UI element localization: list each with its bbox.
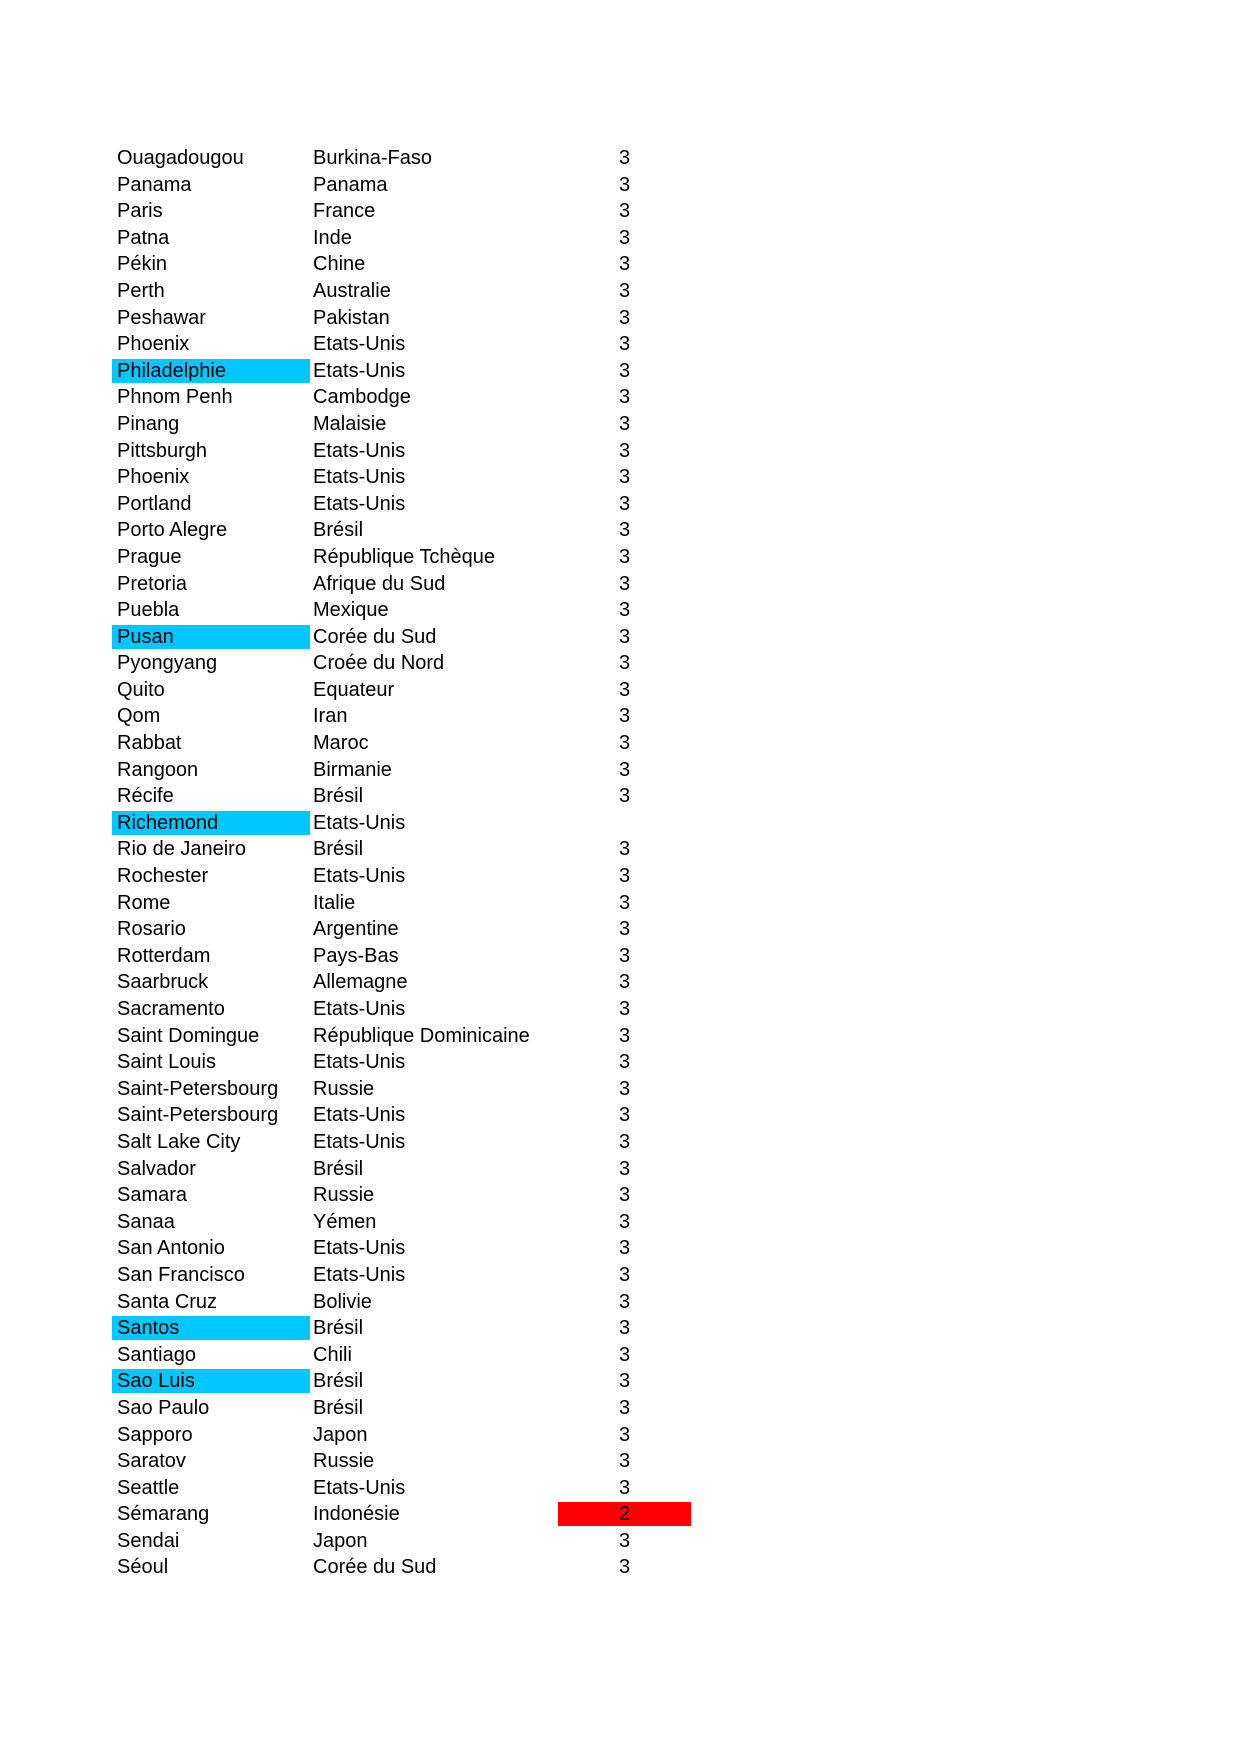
city-cell[interactable]: Seattle bbox=[117, 1476, 180, 1499]
value-cell[interactable]: 3 bbox=[618, 705, 631, 728]
country-cell[interactable]: Bolivie bbox=[313, 1290, 372, 1313]
city-cell[interactable]: Pittsburgh bbox=[117, 439, 208, 462]
table-row bbox=[112, 1501, 692, 1528]
country-cell[interactable]: Etats-Unis bbox=[313, 1476, 406, 1499]
value-cell[interactable]: 3 bbox=[618, 226, 631, 249]
city-cell[interactable]: Sémarang bbox=[117, 1503, 210, 1526]
value-cell[interactable]: 3 bbox=[618, 1396, 631, 1419]
table-row bbox=[112, 1076, 692, 1103]
country-cell[interactable]: Iran bbox=[313, 705, 348, 728]
value-cell[interactable]: 3 bbox=[618, 732, 631, 755]
country-cell[interactable]: Indonésie bbox=[313, 1503, 400, 1526]
country-cell[interactable]: Equateur bbox=[313, 678, 395, 701]
country-cell[interactable]: Yémen bbox=[313, 1210, 377, 1233]
table-row bbox=[112, 836, 692, 863]
table-row bbox=[112, 305, 692, 332]
table-row bbox=[112, 172, 692, 199]
country-cell[interactable]: Corée du Sud bbox=[313, 1556, 437, 1579]
value-cell[interactable]: 3 bbox=[618, 545, 631, 568]
city-cell[interactable]: Rabbat bbox=[117, 732, 182, 755]
table-row bbox=[112, 225, 692, 252]
city-cell[interactable]: Saint Domingue bbox=[117, 1024, 260, 1047]
value-cell[interactable]: 3 bbox=[618, 1157, 631, 1180]
table-row bbox=[112, 969, 692, 996]
country-cell[interactable]: Chili bbox=[313, 1343, 352, 1366]
country-cell[interactable]: Etats-Unis bbox=[313, 811, 406, 834]
value-cell[interactable]: 3 bbox=[618, 1237, 631, 1260]
city-cell[interactable]: Saint Louis bbox=[117, 1051, 216, 1074]
country-cell[interactable]: Brésil bbox=[313, 838, 364, 861]
table-row bbox=[112, 996, 692, 1023]
country-cell[interactable]: Pakistan bbox=[313, 306, 390, 329]
value-cell[interactable]: 3 bbox=[618, 1184, 631, 1207]
country-cell[interactable]: Etats-Unis bbox=[313, 1130, 406, 1153]
country-cell[interactable]: Brésil bbox=[313, 785, 364, 808]
table-row bbox=[112, 1448, 692, 1475]
country-cell[interactable]: Etats-Unis bbox=[313, 439, 406, 462]
value-cell[interactable]: 3 bbox=[618, 944, 631, 967]
city-cell[interactable]: Phnom Penh bbox=[117, 386, 233, 409]
country-cell[interactable]: Etats-Unis bbox=[313, 1104, 406, 1127]
table-row bbox=[112, 251, 692, 278]
country-cell[interactable]: Italie bbox=[313, 891, 356, 914]
country-cell[interactable]: Croée du Nord bbox=[313, 652, 445, 675]
table-row bbox=[112, 1129, 692, 1156]
value-cell[interactable]: 2 bbox=[558, 1502, 691, 1526]
city-cell[interactable]: Sapporo bbox=[117, 1423, 193, 1446]
city-cell[interactable]: Santa Cruz bbox=[117, 1290, 218, 1313]
table-row bbox=[112, 624, 692, 651]
city-cell[interactable]: Sanaa bbox=[117, 1210, 175, 1233]
value-cell[interactable] bbox=[558, 811, 691, 835]
city-cell[interactable]: Rangoon bbox=[117, 758, 199, 781]
city-cell[interactable]: Philadelphie bbox=[112, 359, 310, 383]
spreadsheet-table bbox=[112, 145, 692, 1581]
value-cell[interactable]: 3 bbox=[618, 1104, 631, 1127]
value-cell[interactable]: 3 bbox=[618, 492, 631, 515]
country-cell[interactable]: Birmanie bbox=[313, 758, 392, 781]
city-cell[interactable]: San Antonio bbox=[117, 1237, 225, 1260]
table-row bbox=[112, 278, 692, 305]
table-row bbox=[112, 730, 692, 757]
value-cell[interactable]: 3 bbox=[618, 1290, 631, 1313]
city-cell[interactable]: Samara bbox=[117, 1184, 188, 1207]
country-cell[interactable]: Panama bbox=[313, 173, 388, 196]
value-cell[interactable]: 3 bbox=[618, 1343, 631, 1366]
table-row bbox=[112, 1554, 692, 1581]
value-cell[interactable]: 3 bbox=[618, 173, 631, 196]
value-cell[interactable]: 3 bbox=[618, 466, 631, 489]
country-cell[interactable]: Japon bbox=[313, 1423, 368, 1446]
city-cell[interactable]: Pyongyang bbox=[117, 652, 218, 675]
value-cell[interactable]: 3 bbox=[618, 865, 631, 888]
country-cell[interactable]: Pays-Bas bbox=[313, 944, 399, 967]
country-cell[interactable]: Brésil bbox=[313, 519, 364, 542]
city-cell[interactable]: Pékin bbox=[117, 253, 168, 276]
table-row bbox=[112, 1422, 692, 1449]
table-row bbox=[112, 1475, 692, 1502]
city-cell[interactable]: Patna bbox=[117, 226, 170, 249]
value-cell[interactable]: 3 bbox=[618, 1423, 631, 1446]
value-cell[interactable]: 3 bbox=[618, 625, 631, 648]
table-row bbox=[112, 677, 692, 704]
city-cell[interactable]: Récife bbox=[117, 785, 174, 808]
table-row bbox=[112, 810, 692, 837]
country-cell[interactable]: Maroc bbox=[313, 732, 369, 755]
table-row bbox=[112, 411, 692, 438]
country-cell[interactable]: Etats-Unis bbox=[313, 1237, 406, 1260]
country-cell[interactable]: Allemagne bbox=[313, 971, 408, 994]
value-cell[interactable]: 3 bbox=[618, 253, 631, 276]
city-cell[interactable]: Rio de Janeiro bbox=[117, 838, 246, 861]
country-cell[interactable]: Russie bbox=[313, 1450, 375, 1473]
city-cell[interactable]: Santos bbox=[112, 1316, 310, 1340]
country-cell[interactable]: Chine bbox=[313, 253, 366, 276]
value-cell[interactable]: 3 bbox=[618, 1263, 631, 1286]
value-cell[interactable]: 3 bbox=[618, 758, 631, 781]
table-row bbox=[112, 358, 692, 385]
value-cell[interactable]: 3 bbox=[618, 1529, 631, 1552]
country-cell[interactable]: Argentine bbox=[313, 918, 399, 941]
table-row bbox=[112, 703, 692, 730]
country-cell[interactable]: République Tchèque bbox=[313, 545, 496, 568]
table-row bbox=[112, 1342, 692, 1369]
value-cell[interactable]: 3 bbox=[618, 412, 631, 435]
city-cell[interactable]: Rochester bbox=[117, 865, 209, 888]
value-cell[interactable]: 3 bbox=[618, 333, 631, 356]
city-cell[interactable]: Perth bbox=[117, 279, 165, 302]
value-cell[interactable]: 3 bbox=[618, 1370, 631, 1393]
table-row bbox=[112, 1262, 692, 1289]
table-row bbox=[112, 1368, 692, 1395]
city-cell[interactable]: Pretoria bbox=[117, 572, 188, 595]
table-row bbox=[112, 1315, 692, 1342]
value-cell[interactable]: 3 bbox=[618, 147, 631, 169]
table-row bbox=[112, 1102, 692, 1129]
city-cell[interactable]: Ouagadougou bbox=[117, 147, 244, 169]
table-row bbox=[112, 1528, 692, 1555]
country-cell[interactable]: France bbox=[313, 200, 376, 223]
table-row bbox=[112, 438, 692, 465]
value-cell[interactable]: 3 bbox=[618, 599, 631, 622]
city-cell[interactable]: Porto Alegre bbox=[117, 519, 228, 542]
country-cell[interactable]: Brésil bbox=[313, 1157, 364, 1180]
table-row bbox=[112, 1182, 692, 1209]
table-row bbox=[112, 517, 692, 544]
country-cell[interactable]: Mexique bbox=[313, 599, 389, 622]
value-cell[interactable]: 3 bbox=[618, 519, 631, 542]
city-cell[interactable]: Sendai bbox=[117, 1529, 180, 1552]
table-row bbox=[112, 571, 692, 598]
table-row bbox=[112, 1023, 692, 1050]
value-cell[interactable]: 3 bbox=[618, 200, 631, 223]
country-cell[interactable]: Etats-Unis bbox=[313, 1263, 406, 1286]
table-row bbox=[112, 1049, 692, 1076]
country-cell[interactable]: Afrique du Sud bbox=[313, 572, 446, 595]
value-cell[interactable]: 3 bbox=[618, 838, 631, 861]
value-cell[interactable]: 3 bbox=[618, 785, 631, 808]
city-cell[interactable]: Séoul bbox=[117, 1556, 169, 1579]
city-cell[interactable]: Paris bbox=[117, 200, 163, 223]
city-cell[interactable]: Rome bbox=[117, 891, 171, 914]
table-row bbox=[112, 1235, 692, 1262]
city-cell[interactable]: Phoenix bbox=[117, 333, 190, 356]
value-cell[interactable]: 3 bbox=[618, 1476, 631, 1499]
city-cell[interactable]: Portland bbox=[117, 492, 192, 515]
country-cell[interactable]: Australie bbox=[313, 279, 391, 302]
city-cell[interactable]: Pinang bbox=[117, 412, 180, 435]
table-row bbox=[112, 597, 692, 624]
value-cell[interactable]: 3 bbox=[618, 1077, 631, 1100]
country-cell[interactable]: Corée du Sud bbox=[313, 625, 437, 648]
city-cell[interactable]: Panama bbox=[117, 173, 192, 196]
country-cell[interactable]: Etats-Unis bbox=[313, 1051, 406, 1074]
country-cell[interactable]: Etats-Unis bbox=[313, 492, 406, 515]
city-cell[interactable]: Salt Lake City bbox=[117, 1130, 241, 1153]
city-cell[interactable]: Salvador bbox=[117, 1157, 196, 1180]
table-row bbox=[112, 491, 692, 518]
city-cell[interactable]: Pusan bbox=[112, 625, 310, 649]
table-row bbox=[112, 1395, 692, 1422]
country-cell[interactable]: Brésil bbox=[313, 1396, 364, 1419]
city-cell[interactable]: Richemond bbox=[112, 811, 310, 835]
city-cell[interactable]: Phoenix bbox=[117, 466, 190, 489]
city-cell[interactable]: Peshawar bbox=[117, 306, 206, 329]
value-cell[interactable]: 3 bbox=[618, 386, 631, 409]
table-row bbox=[112, 757, 692, 784]
value-cell[interactable]: 3 bbox=[618, 1051, 631, 1074]
table-row bbox=[112, 650, 692, 677]
country-cell[interactable]: Etats-Unis bbox=[313, 359, 406, 382]
country-cell[interactable]: République Dominicaine bbox=[313, 1024, 530, 1047]
country-cell[interactable]: Russie bbox=[313, 1184, 375, 1207]
country-cell[interactable]: Etats-Unis bbox=[313, 333, 406, 356]
country-cell[interactable]: Russie bbox=[313, 1077, 375, 1100]
city-cell[interactable]: Rosario bbox=[117, 918, 186, 941]
city-cell[interactable]: Saint-Petersbourg bbox=[117, 1104, 279, 1127]
value-cell[interactable]: 3 bbox=[618, 1450, 631, 1473]
table-row bbox=[112, 1289, 692, 1316]
country-cell[interactable]: Cambodge bbox=[313, 386, 411, 409]
city-cell[interactable]: Sao Paulo bbox=[117, 1396, 210, 1419]
value-cell[interactable]: 3 bbox=[618, 891, 631, 914]
city-cell[interactable]: Saarbruck bbox=[117, 971, 209, 994]
value-cell[interactable]: 3 bbox=[618, 279, 631, 302]
value-cell[interactable]: 3 bbox=[618, 918, 631, 941]
table-row bbox=[112, 890, 692, 917]
country-cell[interactable]: Malaisie bbox=[313, 412, 387, 435]
country-cell[interactable]: Burkina-Faso bbox=[313, 147, 432, 169]
country-cell[interactable]: Brésil bbox=[313, 1370, 364, 1393]
city-cell[interactable]: Santiago bbox=[117, 1343, 196, 1366]
city-cell[interactable]: Quito bbox=[117, 678, 165, 701]
table-row bbox=[112, 1156, 692, 1183]
city-cell[interactable]: Sacramento bbox=[117, 998, 225, 1020]
value-cell[interactable]: 3 bbox=[618, 678, 631, 701]
value-cell[interactable]: 3 bbox=[618, 1317, 631, 1340]
value-cell[interactable]: 3 bbox=[618, 998, 631, 1020]
city-cell[interactable]: Saint-Petersbourg bbox=[117, 1077, 279, 1100]
table-row bbox=[112, 943, 692, 970]
city-cell[interactable]: Prague bbox=[117, 545, 182, 568]
city-cell[interactable]: Puebla bbox=[117, 599, 180, 622]
value-cell[interactable]: 3 bbox=[618, 1210, 631, 1233]
value-cell[interactable]: 3 bbox=[618, 652, 631, 675]
table-row bbox=[112, 544, 692, 571]
country-cell[interactable]: Inde bbox=[313, 226, 352, 249]
table-row bbox=[112, 916, 692, 943]
country-cell[interactable]: Etats-Unis bbox=[313, 466, 406, 489]
city-cell[interactable]: Sao Luis bbox=[112, 1369, 310, 1393]
value-cell[interactable]: 3 bbox=[618, 1024, 631, 1047]
value-cell[interactable]: 3 bbox=[618, 359, 631, 382]
value-cell[interactable]: 3 bbox=[618, 971, 631, 994]
value-cell[interactable]: 3 bbox=[618, 1130, 631, 1153]
table-row bbox=[112, 145, 692, 172]
country-cell[interactable]: Japon bbox=[313, 1529, 368, 1552]
city-cell[interactable]: Qom bbox=[117, 705, 161, 728]
country-cell[interactable]: Etats-Unis bbox=[313, 998, 406, 1020]
value-cell[interactable]: 3 bbox=[618, 1556, 631, 1579]
table-row bbox=[112, 783, 692, 810]
value-cell[interactable]: 3 bbox=[618, 306, 631, 329]
value-cell[interactable]: 3 bbox=[618, 439, 631, 462]
table-row bbox=[112, 198, 692, 225]
table-row bbox=[112, 384, 692, 411]
city-cell[interactable]: San Francisco bbox=[117, 1263, 245, 1286]
country-cell[interactable]: Brésil bbox=[313, 1317, 364, 1340]
city-cell[interactable]: Saratov bbox=[117, 1450, 186, 1473]
value-cell[interactable]: 3 bbox=[618, 572, 631, 595]
table-row bbox=[112, 1209, 692, 1236]
city-cell[interactable]: Rotterdam bbox=[117, 944, 211, 967]
table-row bbox=[112, 331, 692, 358]
country-cell[interactable]: Etats-Unis bbox=[313, 865, 406, 888]
table-row bbox=[112, 863, 692, 890]
table-row bbox=[112, 464, 692, 491]
